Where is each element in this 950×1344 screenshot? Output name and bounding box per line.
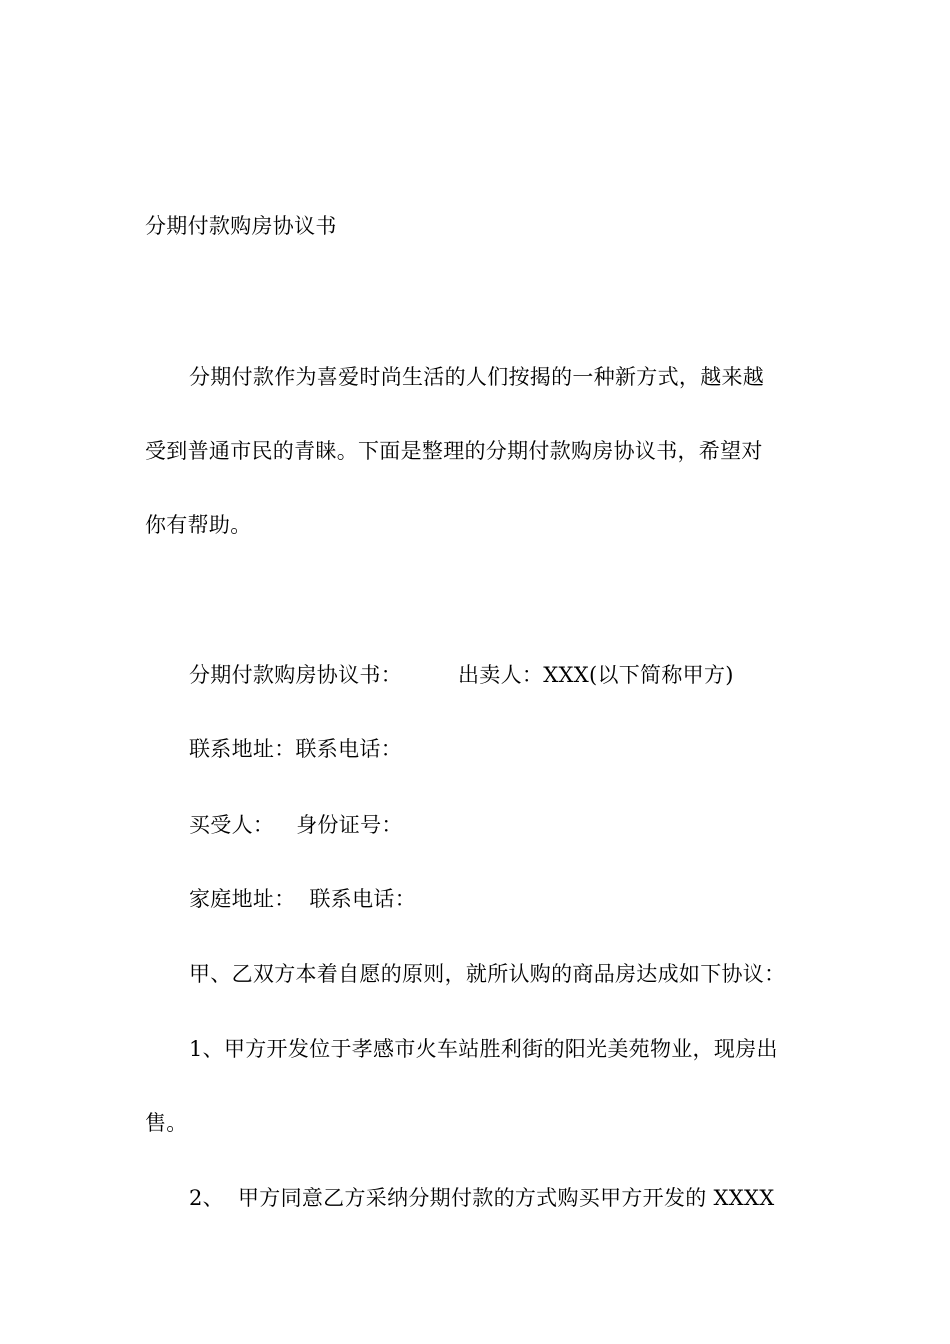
clause-2-line <box>189 1185 775 1211</box>
contact-address-line: 联系地址：联系电话： <box>189 737 402 761</box>
clause-1-line-2: 售。 <box>145 1111 188 1135</box>
clause-2-text: 甲方同意乙方采纳分期付款的方式购买甲方开发的 XXXX <box>237 1186 775 1210</box>
id-number-label: 身份证号： <box>296 813 403 837</box>
intro-line-3: 你有帮助。 <box>145 513 252 537</box>
clause-2-number: 2、 <box>189 1186 224 1210</box>
contact-phone-label: 联系电话： <box>309 887 416 911</box>
buyer-label: 买受人： <box>189 813 275 837</box>
intro-line-1: 分期付款作为喜爱时尚生活的人们按揭的一种新方式，越来越 <box>189 365 765 389</box>
buyer-line <box>189 812 403 838</box>
agreement-heading: 分期付款购房协议书： <box>189 663 402 687</box>
clause-1-line-1: 1、甲方开发位于孝感市火车站胜利街的阳光美苑物业，现房出 <box>189 1037 778 1061</box>
seller-label: 出卖人：XXX(以下简称甲方) <box>458 663 734 687</box>
intro-line-2: 受到普通市民的青睐。下面是整理的分期付款购房协议书，希望对 <box>145 439 763 463</box>
document-title: 分期付款购房协议书 <box>145 214 337 238</box>
agreement-header-line <box>189 662 734 688</box>
home-address-line <box>189 886 416 912</box>
home-address-label: 家庭地址： <box>189 887 296 911</box>
preamble-line: 甲、乙双方本着自愿的原则，就所认购的商品房达成如下协议： <box>189 962 786 986</box>
